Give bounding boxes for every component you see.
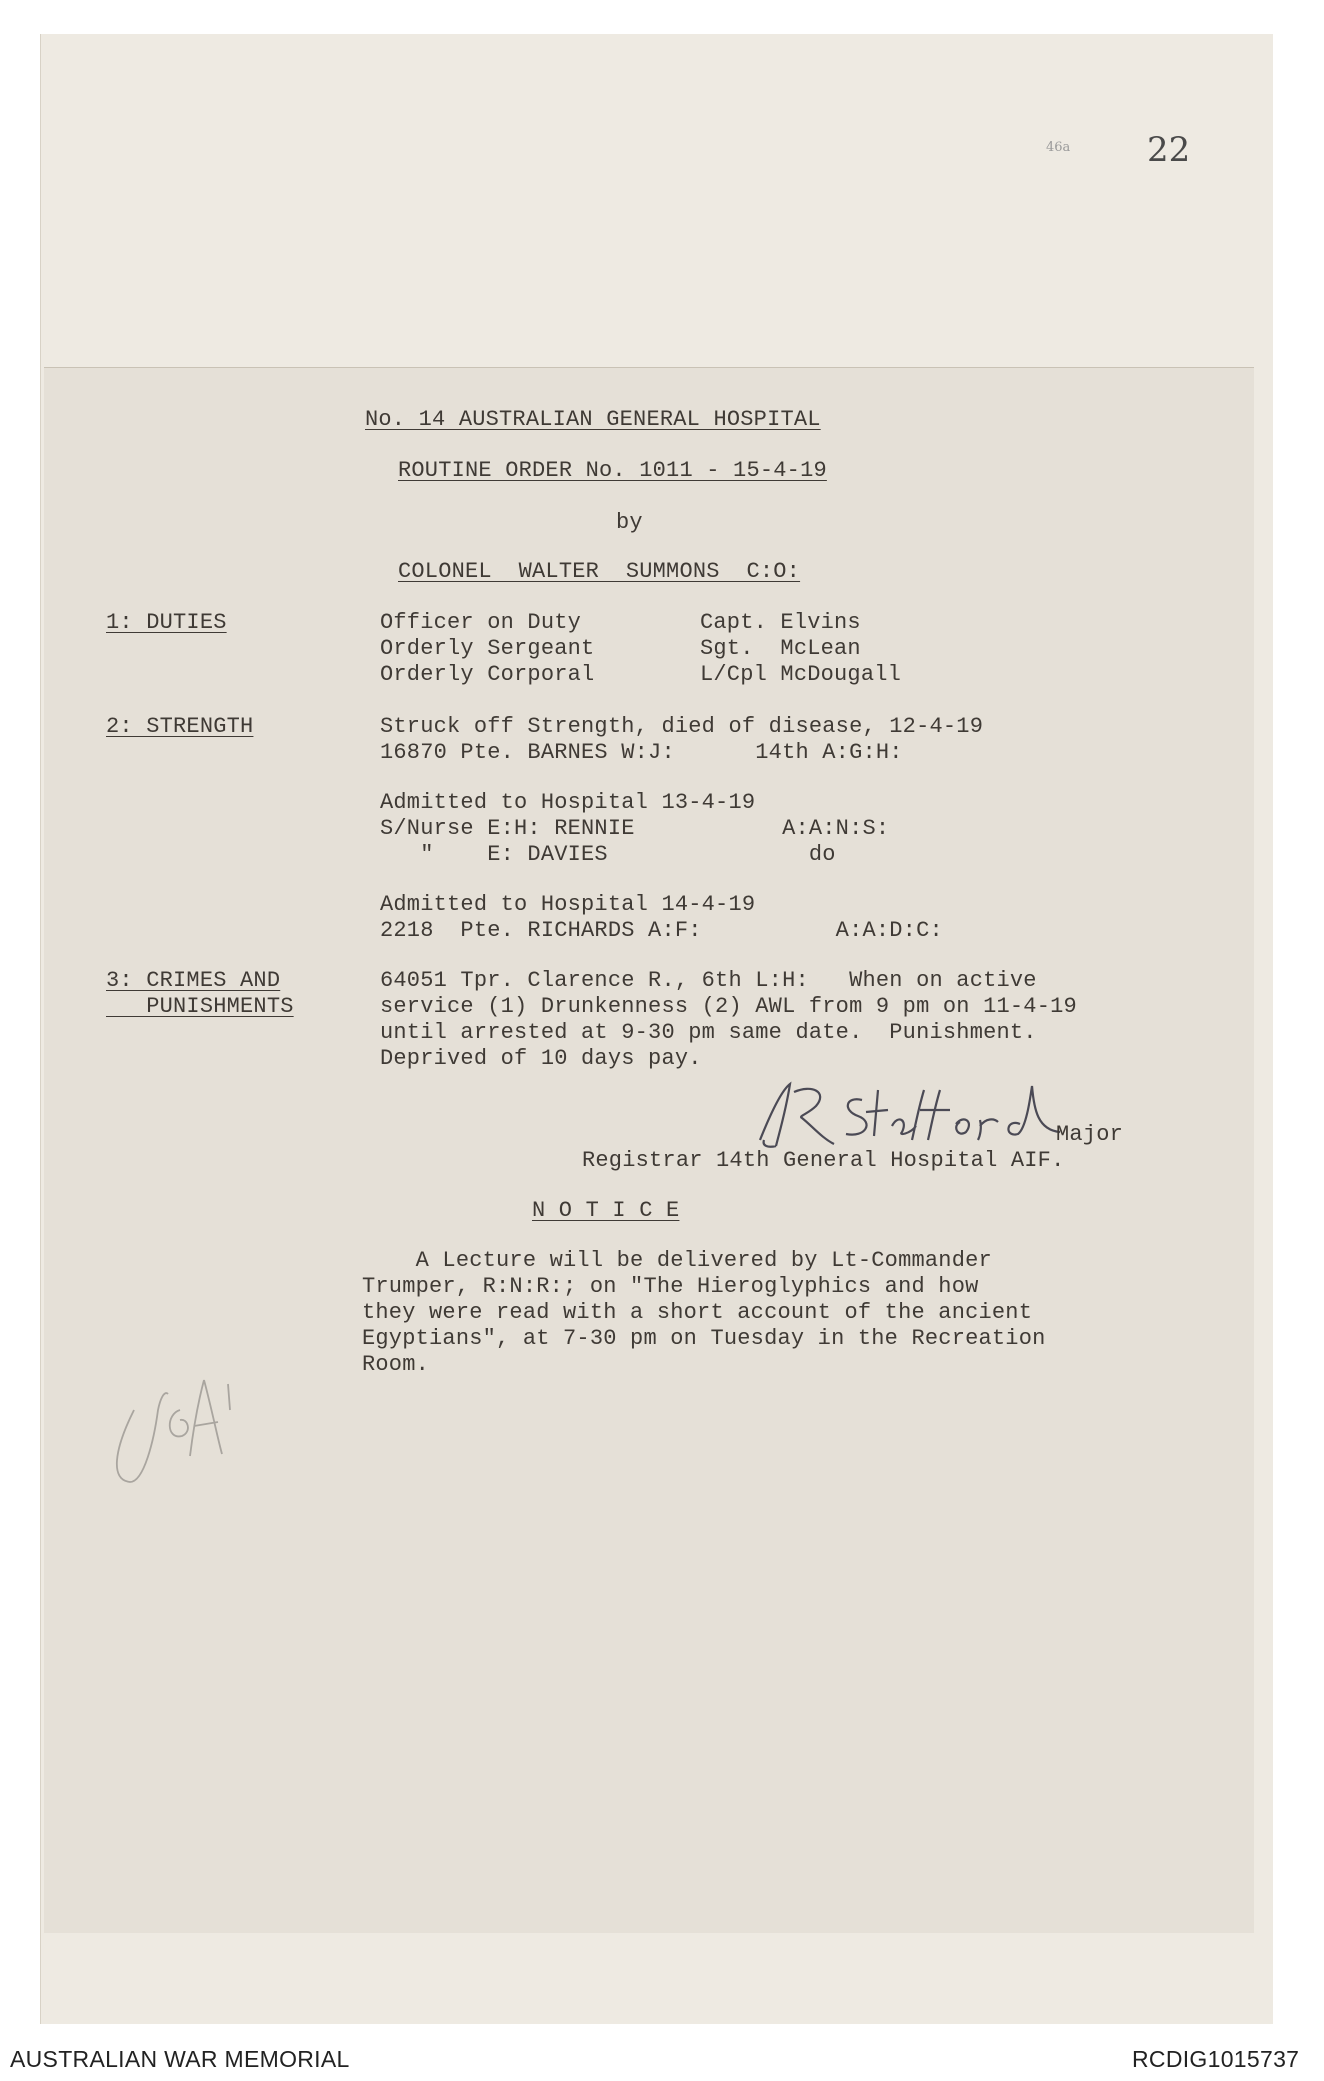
archive-reference: RCDIG1015737 bbox=[1132, 2046, 1300, 2072]
crime-line: until arrested at 9-30 pm same date. Punishment. bbox=[380, 1020, 1037, 1045]
commanding-officer: COLONEL WALTER SUMMONS C:O: bbox=[398, 559, 801, 584]
notice-line: Trumper, R:N:R:; on "The Hieroglyphics and how bbox=[362, 1274, 979, 1299]
duty-name: L/Cpl McDougall bbox=[700, 662, 902, 687]
hospital-title: No. 14 AUSTRALIAN GENERAL HOSPITAL bbox=[365, 407, 821, 432]
folio-number: 22 bbox=[1147, 130, 1191, 170]
crime-line: service (1) Drunkenness (2) AWL from 9 pm on 11-4-19 bbox=[380, 994, 1077, 1019]
admitted-entry: 2218 Pte. RICHARDS A:F: A:A:D:C: bbox=[380, 918, 943, 943]
strength-heading: 2: STRENGTH bbox=[106, 714, 254, 739]
duty-name: Capt. Elvins bbox=[700, 610, 861, 635]
notice-line: A Lecture will be delivered by Lt-Commander bbox=[362, 1248, 992, 1273]
crime-line: Deprived of 10 days pay. bbox=[380, 1046, 702, 1071]
archive-credit: AUSTRALIAN WAR MEMORIAL bbox=[10, 2046, 350, 2072]
signatory-title: Registrar 14th General Hospital AIF. bbox=[582, 1148, 1065, 1173]
punishments-heading: PUNISHMENTS bbox=[106, 994, 294, 1019]
routine-order-number: ROUTINE ORDER No. 1011 - 15-4-19 bbox=[398, 458, 827, 483]
signatory-rank: Major bbox=[1056, 1122, 1124, 1147]
duty-role: Orderly Corporal bbox=[380, 662, 595, 687]
duty-role: Orderly Sergeant bbox=[380, 636, 595, 661]
duties-heading: 1: DUTIES bbox=[106, 610, 227, 635]
folio-pencil-mark: 46a bbox=[1046, 140, 1071, 155]
crime-line: 64051 Tpr. Clarence R., 6th L:H: When on active bbox=[380, 968, 1037, 993]
crimes-heading: 3: CRIMES AND bbox=[106, 968, 281, 993]
admitted-line: Admitted to Hospital 13-4-19 bbox=[380, 790, 756, 815]
by-line: by bbox=[616, 510, 643, 535]
notice-line: Egyptians", at 7-30 pm on Tuesday in the Recreation bbox=[362, 1326, 1046, 1351]
notice-line: they were read with a short account of the ancient bbox=[362, 1300, 1033, 1325]
notice-heading: N O T I C E bbox=[532, 1198, 680, 1223]
admitted-line: Admitted to Hospital 14-4-19 bbox=[380, 892, 756, 917]
admitted-entry: " E: DAVIES do bbox=[380, 842, 836, 867]
notice-line: Room. bbox=[362, 1352, 430, 1377]
pencil-initials bbox=[104, 1370, 244, 1500]
admitted-entry: S/Nurse E:H: RENNIE A:A:N:S: bbox=[380, 816, 890, 841]
struck-off-line: Struck off Strength, died of disease, 12-4-19 bbox=[380, 714, 984, 739]
duty-role: Officer on Duty bbox=[380, 610, 582, 635]
struck-off-entry: 16870 Pte. BARNES W:J: 14th A:G:H: bbox=[380, 740, 903, 765]
handwritten-signature bbox=[742, 1070, 1072, 1160]
duty-name: Sgt. McLean bbox=[700, 636, 861, 661]
